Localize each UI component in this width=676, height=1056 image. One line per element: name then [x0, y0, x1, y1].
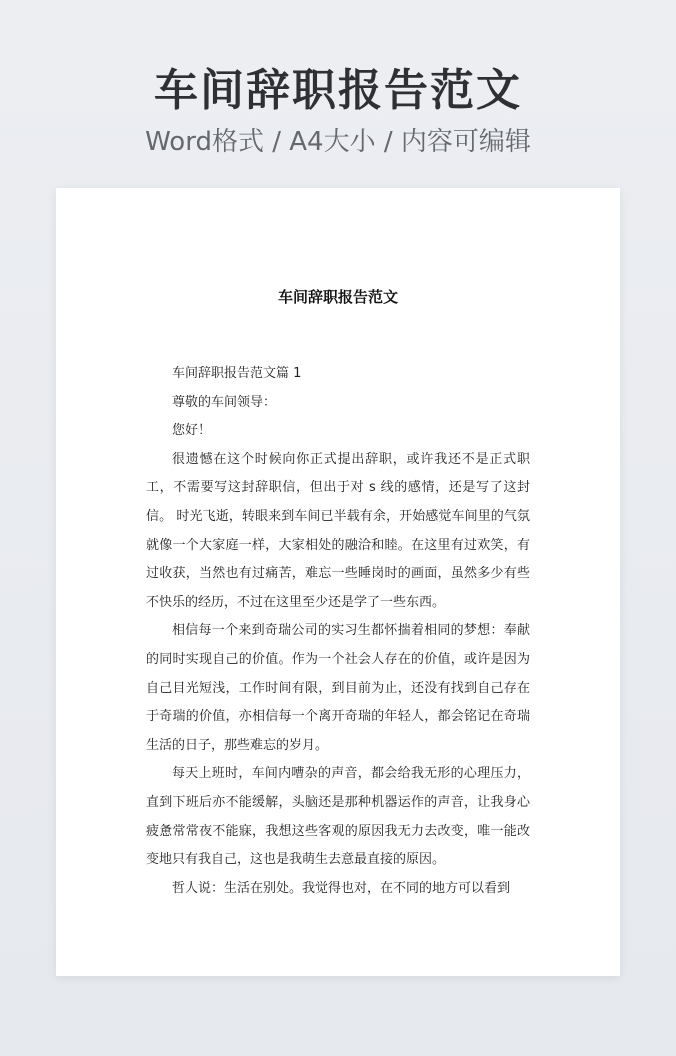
- header-subtitle: Word格式 / A4大小 / 内容可编辑: [145, 127, 531, 157]
- document-body: [146, 360, 530, 903]
- doc-paragraph: 哲人说：生活在别处。我觉得也对，在不同的地方可以看到: [172, 880, 511, 896]
- doc-paragraph: 很遗憾在这个时候向你正式提出辞职，或许我还不是正式职工，不需要写这封辞职信，但出于对 s 线的感情，还是写了这封信。 时光飞逝，转眼来到车间已半载有余，开始感觉车间里的气氛就像一个大家庭一样，大家相处的融洽和睦。在这里有过欢笑，有过收获，当然也有过痛苦，难忘一些睡岗时的画面，虽然多少有些不快乐的经历，不过在这里至少还是学了一些东西。: [146, 451, 530, 610]
- doc-paragraph: 每天上班时，车间内嘈杂的声音，都会给我无形的心理压力，直到下班后亦不能缓解，头脑还是那种机器运作的声音，让我身心疲惫常常夜不能寐，我想这些客观的原因我无力去改变，唯一能改变地只有我自己，这也是我萌生去意最直接的原因。: [146, 766, 530, 868]
- doc-greeting: 您好！: [172, 423, 212, 439]
- document-title: 车间辞职报告范文: [277, 288, 398, 306]
- doc-paragraph: 相信每一个来到奇瑞公司的实习生都怀揣着相同的梦想：奉献的同时实现自己的价值。作为一个社会人存在的价值，或许是因为自己目光短浅，工作时间有限，到目前为止，还没有找到自己存在于奇瑞的价值，亦相信每一个离开奇瑞的年轻人，都会铭记在奇瑞生活的日子，那些难忘的岁月。: [146, 623, 530, 753]
- document-page: [56, 188, 620, 976]
- header-title: 车间辞职报告范文: [154, 65, 522, 116]
- doc-salutation: 尊敬的车间领导：: [172, 394, 277, 410]
- page-header: [0, 60, 676, 160]
- doc-heading-paragraph: 车间辞职报告范文篇 1: [172, 366, 302, 381]
